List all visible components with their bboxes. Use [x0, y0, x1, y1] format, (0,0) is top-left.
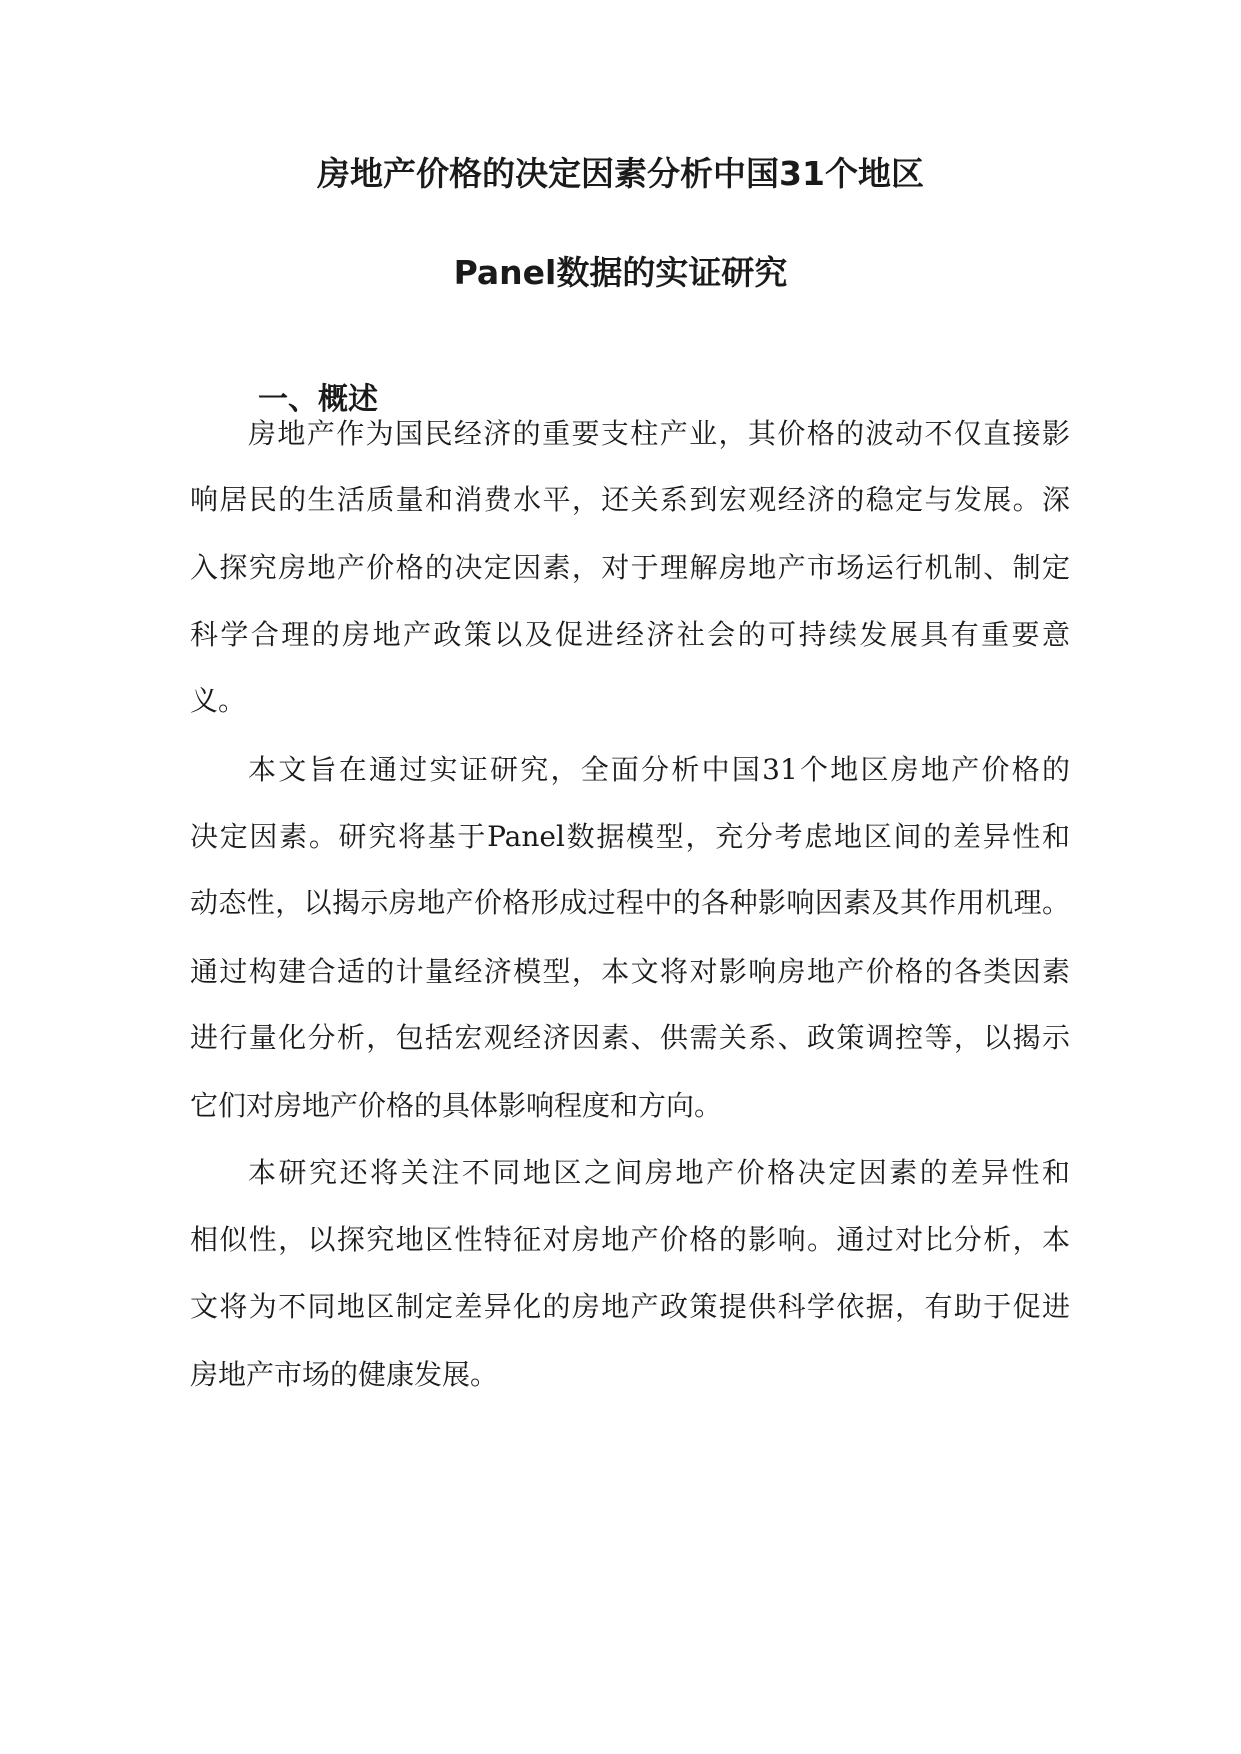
paragraph-3-line-2: 相似性，以探究地区性特征对房地产价格的影响。通过对比分析，本 [190, 1223, 1070, 1256]
paragraph-2-line-6: 它们对房地产价格的具体影响程度和方向。 [190, 1089, 723, 1122]
document-title-line-2: Panel数据的实证研究 [453, 253, 788, 292]
paragraph-1-line-5: 义。 [190, 684, 247, 717]
section-heading: 一、概述 [258, 382, 378, 417]
paragraph-2-line-5: 进行量化分析，包括宏观经济因素、供需关系、政策调控等，以揭示 [190, 1021, 1070, 1054]
paragraph-2-line-4: 通过构建合适的计量经济模型，本文将对影响房地产价格的各类因素 [190, 955, 1070, 988]
paragraph-3-line-3: 文将为不同地区制定差异化的房地产政策提供科学依据，有助于促进 [190, 1290, 1070, 1323]
paragraph-3-line-1: 本研究还将关注不同地区之间房地产价格决定因素的差异性和 [248, 1156, 1070, 1189]
paragraph-1-line-4: 科学合理的房地产政策以及促进经济社会的可持续发展具有重要意 [190, 618, 1070, 651]
paragraph-1-line-1: 房地产作为国民经济的重要支柱产业，其价格的波动不仅直接影 [248, 417, 1070, 450]
paragraph-1-line-2: 响居民的生活质量和消费水平，还关系到宏观经济的稳定与发展。深 [190, 483, 1070, 516]
document-title-line-1: 房地产价格的决定因素分析中国31个地区 [317, 154, 924, 193]
paragraph-2-line-1: 本文旨在通过实证研究，全面分析中国31个地区房地产价格的 [248, 753, 1070, 786]
paragraph-1-line-3: 入探究房地产价格的决定因素，对于理解房地产市场运行机制、制定 [190, 551, 1070, 584]
paragraph-2-line-2: 决定因素。研究将基于Panel数据模型，充分考虑地区间的差异性和 [190, 820, 1070, 853]
paragraph-3-line-4: 房地产市场的健康发展。 [190, 1358, 499, 1391]
paragraph-2-line-3: 动态性，以揭示房地产价格形成过程中的各种影响因素及其作用机理。 [190, 886, 1070, 919]
